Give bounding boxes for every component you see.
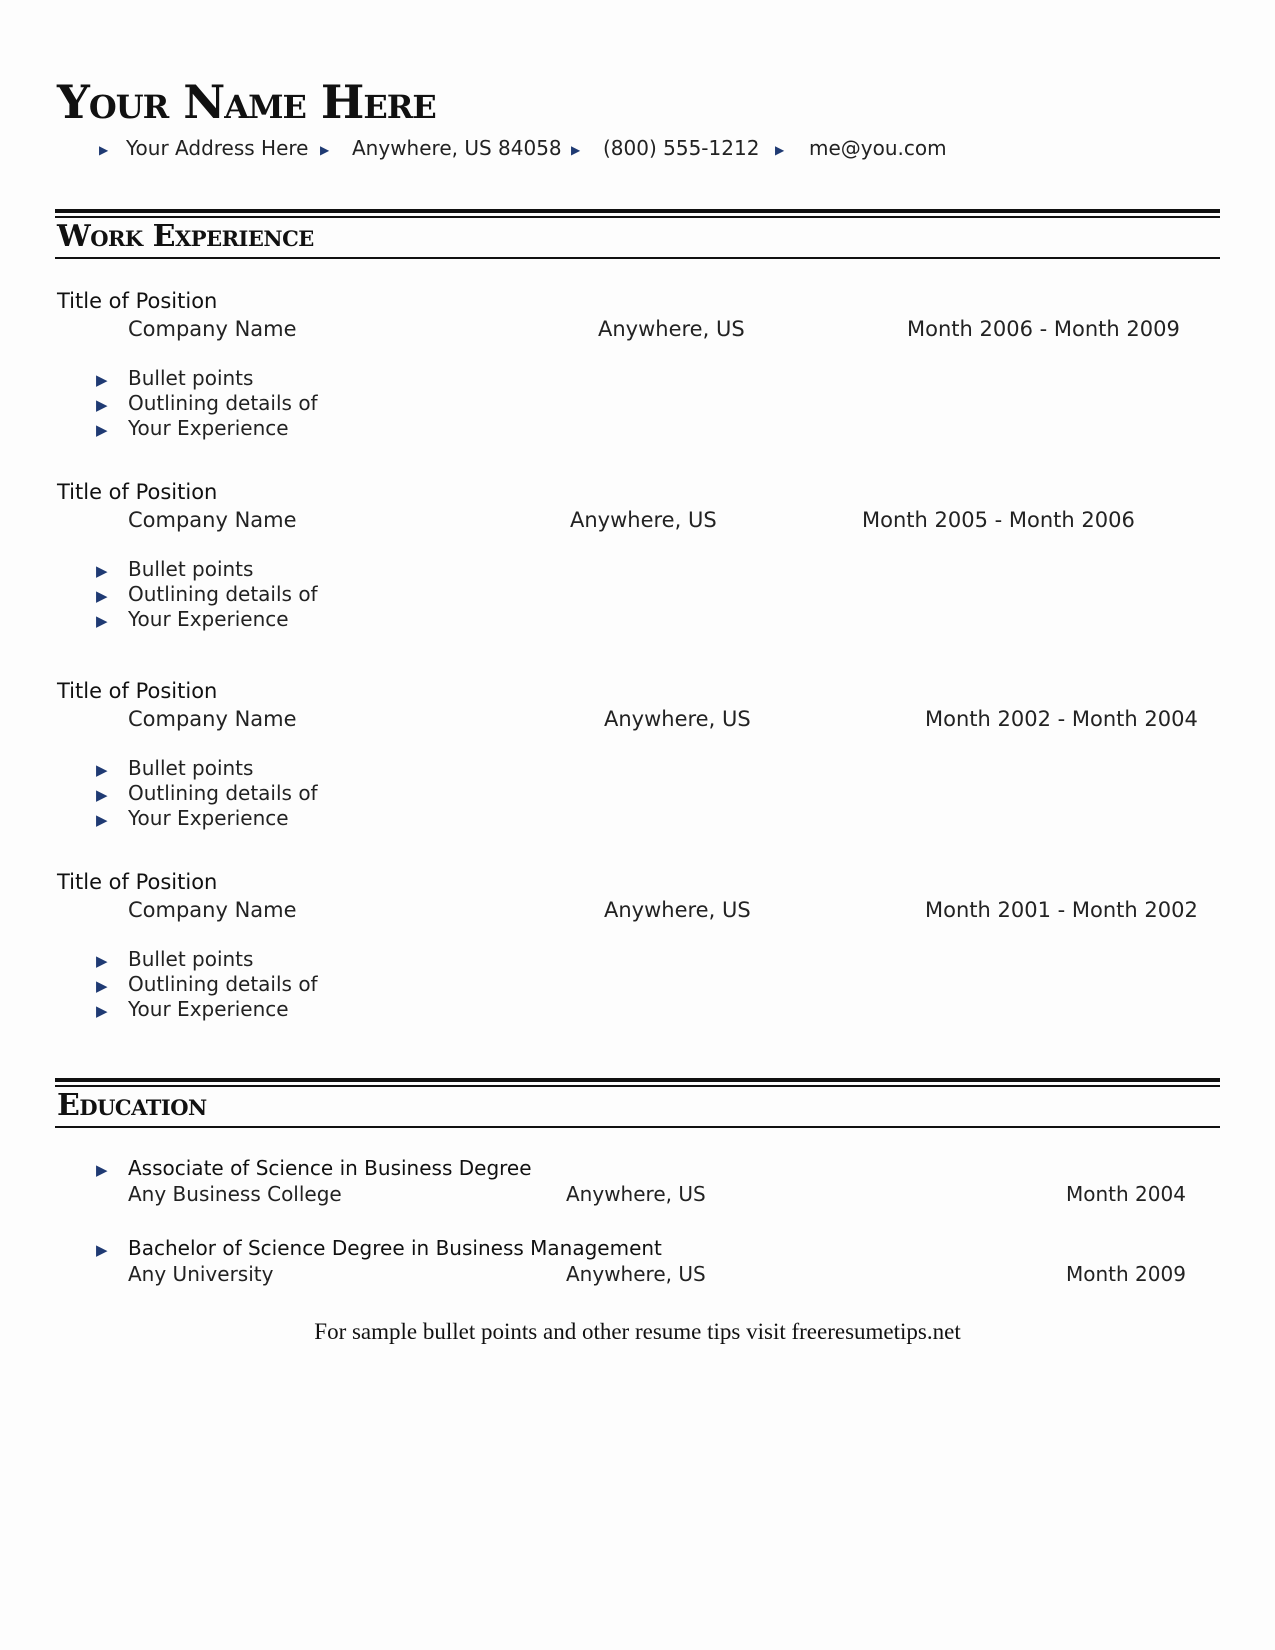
section-divider-thick xyxy=(55,1078,1220,1082)
school-location: Anywhere, US xyxy=(566,1262,706,1286)
job-bullets xyxy=(96,756,318,831)
school-name: Any University xyxy=(128,1262,274,1286)
list-item xyxy=(96,947,318,972)
bullet-text: Outlining details of xyxy=(128,972,318,996)
job-company: Company Name xyxy=(128,898,297,922)
list-item xyxy=(96,972,318,997)
bullet-text: Your Experience xyxy=(128,997,289,1021)
degree-title xyxy=(96,1235,662,1263)
education-heading: Education xyxy=(57,1088,207,1123)
bullet-arrow-icon: ▶ xyxy=(96,562,108,580)
list-item xyxy=(96,416,318,441)
degree-title xyxy=(96,1155,532,1183)
education-entry xyxy=(0,1155,1275,1215)
bullet-arrow-icon: ▶ xyxy=(96,421,108,439)
bullet-text: Outlining details of xyxy=(128,582,318,606)
contact-phone: (800) 555-1212 xyxy=(603,136,760,160)
job-location: Anywhere, US xyxy=(604,898,751,922)
school-location: Anywhere, US xyxy=(566,1182,706,1206)
bullet-arrow-icon: ▶ xyxy=(96,786,108,804)
bullet-arrow-icon: ▶ xyxy=(96,371,108,389)
job-location: Anywhere, US xyxy=(570,508,717,532)
job-title: Title of Position xyxy=(57,480,218,504)
job-entry xyxy=(0,287,1275,467)
contact-line xyxy=(0,134,1275,162)
job-bullets xyxy=(96,366,318,441)
job-title: Title of Position xyxy=(57,870,218,894)
footer-note: For sample bullet points and other resume tips visit freeresumetips.net xyxy=(314,1319,961,1344)
candidate-name: Your Name Here xyxy=(57,75,436,129)
degree-text: Associate of Science in Business Degree xyxy=(128,1156,532,1180)
bullet-arrow-icon: ▶ xyxy=(96,952,108,970)
job-dates: Month 2006 - Month 2009 xyxy=(907,317,1180,341)
school-name: Any Business College xyxy=(128,1182,342,1206)
bullet-text: Outlining details of xyxy=(128,781,318,805)
job-bullets xyxy=(96,557,318,632)
bullet-arrow-icon: ▶ xyxy=(96,1241,108,1259)
list-item xyxy=(96,582,318,607)
bullet-arrow-icon: ▶ xyxy=(96,811,108,829)
list-item xyxy=(96,997,318,1022)
list-item xyxy=(96,366,318,391)
section-underline xyxy=(55,1126,1220,1128)
bullet-text: Your Experience xyxy=(128,806,289,830)
bullet-arrow-icon: ▶ xyxy=(320,143,330,157)
bullet-arrow-icon: ▶ xyxy=(96,396,108,414)
bullet-arrow-icon: ▶ xyxy=(96,977,108,995)
job-company: Company Name xyxy=(128,508,297,532)
education-entry xyxy=(0,1235,1275,1295)
job-entry xyxy=(0,677,1275,857)
contact-email[interactable]: me@you.com xyxy=(809,136,947,160)
graduation-date: Month 2004 xyxy=(1066,1182,1186,1206)
bullet-text: Bullet points xyxy=(128,366,254,390)
job-entry xyxy=(0,868,1275,1048)
list-item xyxy=(96,806,318,831)
bullet-arrow-icon: ▶ xyxy=(96,1002,108,1020)
section-divider-thick xyxy=(55,209,1220,213)
section-underline xyxy=(55,257,1220,259)
job-company: Company Name xyxy=(128,707,297,731)
job-dates: Month 2001 - Month 2002 xyxy=(925,898,1198,922)
bullet-arrow-icon: ▶ xyxy=(775,143,785,157)
bullet-text: Bullet points xyxy=(128,756,254,780)
job-location: Anywhere, US xyxy=(598,317,745,341)
list-item xyxy=(96,756,318,781)
list-item xyxy=(96,607,318,632)
job-entry xyxy=(0,478,1275,658)
bullet-arrow-icon: ▶ xyxy=(96,612,108,630)
bullet-arrow-icon: ▶ xyxy=(96,761,108,779)
graduation-date: Month 2009 xyxy=(1066,1262,1186,1286)
section-divider-thin xyxy=(55,216,1220,218)
contact-city: Anywhere, US 84058 xyxy=(352,136,562,160)
bullet-text: Bullet points xyxy=(128,557,254,581)
list-item xyxy=(96,557,318,582)
bullet-arrow-icon: ▶ xyxy=(571,143,581,157)
bullet-arrow-icon: ▶ xyxy=(96,1161,108,1179)
section-divider-thin xyxy=(55,1085,1220,1087)
work-experience-heading: Work Experience xyxy=(57,219,314,254)
job-dates: Month 2005 - Month 2006 xyxy=(862,508,1135,532)
bullet-text: Your Experience xyxy=(128,416,289,440)
job-dates: Month 2002 - Month 2004 xyxy=(925,707,1198,731)
bullet-text: Outlining details of xyxy=(128,391,318,415)
job-title: Title of Position xyxy=(57,679,218,703)
job-company: Company Name xyxy=(128,317,297,341)
bullet-arrow-icon: ▶ xyxy=(99,143,109,157)
bullet-text: Your Experience xyxy=(128,607,289,631)
degree-text: Bachelor of Science Degree in Business Management xyxy=(128,1236,662,1260)
contact-address: Your Address Here xyxy=(126,136,309,160)
job-bullets xyxy=(96,947,318,1022)
job-location: Anywhere, US xyxy=(604,707,751,731)
job-title: Title of Position xyxy=(57,289,218,313)
bullet-text: Bullet points xyxy=(128,947,254,971)
list-item xyxy=(96,781,318,806)
list-item xyxy=(96,391,318,416)
bullet-arrow-icon: ▶ xyxy=(96,587,108,605)
